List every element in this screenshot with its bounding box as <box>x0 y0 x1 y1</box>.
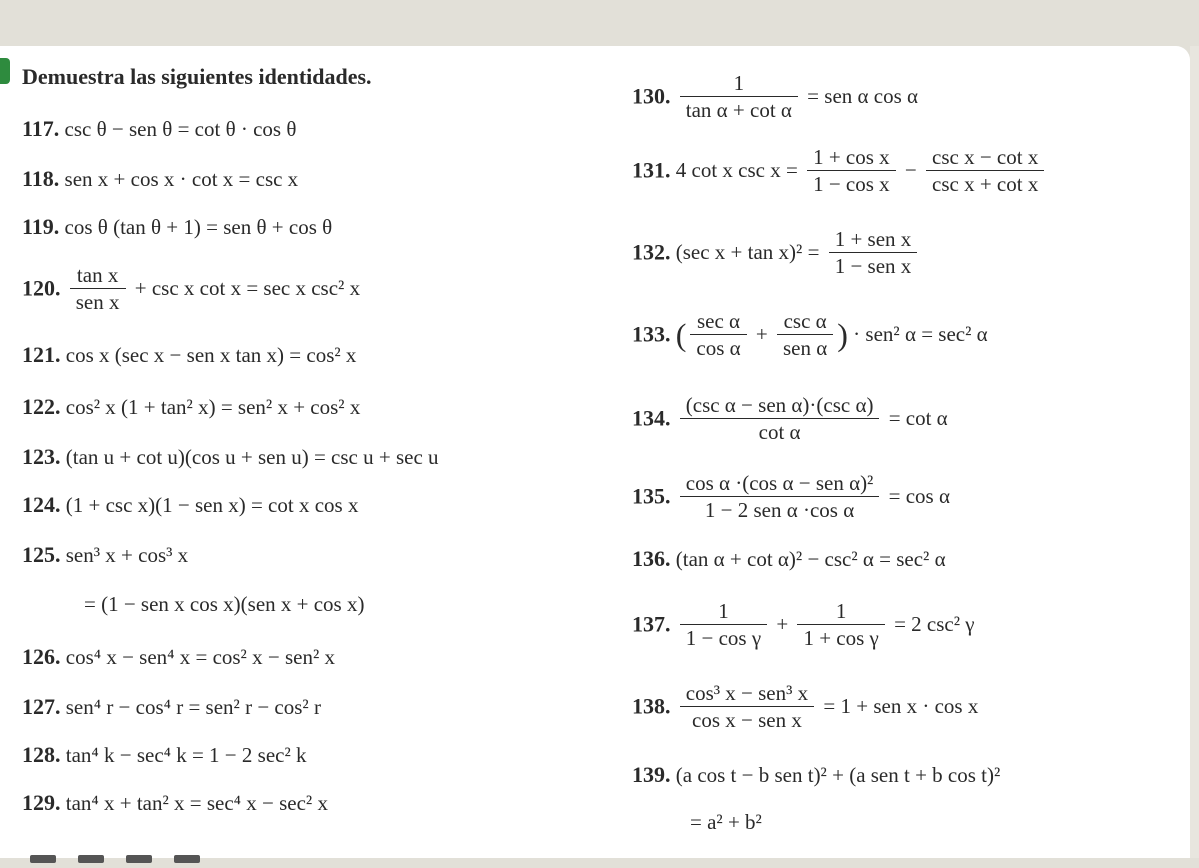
expression: sen x + cos x · cot x = csc x <box>64 167 299 191</box>
exercise-number: 126. <box>22 644 61 669</box>
fraction <box>777 308 833 361</box>
exercise-135 <box>632 470 950 523</box>
denominator: cos x − sen x <box>692 708 802 733</box>
exercise-125 <box>22 544 188 566</box>
expression: (a cos t − b sen t)² + (a sen t + b cos t)² <box>675 763 1001 787</box>
exercise-125-continued <box>84 594 364 615</box>
exercise-134 <box>632 392 948 445</box>
exercise-number: 129. <box>22 790 61 815</box>
exercise-number: 118. <box>22 166 60 191</box>
exercise-137 <box>632 598 975 651</box>
exercise-129 <box>22 792 328 814</box>
fraction <box>680 392 880 445</box>
exercise-number: 131. <box>632 157 671 183</box>
exercise-number: 123. <box>22 444 61 469</box>
numerator: 1 + cos x <box>807 144 896 171</box>
exercise-number: 125. <box>22 542 61 567</box>
expression: tan⁴ x + tan² x = sec⁴ x − sec² x <box>65 791 328 815</box>
exercise-number: 128. <box>22 742 61 767</box>
expression: = (1 − sen x cos x)(sen x + cos x) <box>84 592 365 616</box>
exercise-number: 117. <box>22 116 60 141</box>
numerator: sec α <box>690 308 746 335</box>
fraction <box>829 226 918 279</box>
expression: cos² x (1 + tan² x) = sen² x + cos² x <box>65 395 361 419</box>
denominator: sen x <box>75 290 120 315</box>
denominator: tan α + cot α <box>685 98 792 123</box>
exercise-136 <box>632 548 946 570</box>
expression: csc θ − sen θ = cot θ · cos θ <box>64 117 297 141</box>
exercise-138 <box>632 680 978 733</box>
numerator: csc x − cot x <box>926 144 1044 171</box>
numerator: tan x <box>70 262 126 289</box>
denominator: cot α <box>758 420 801 445</box>
right-paren: ) <box>837 316 848 353</box>
denominator: sen α <box>783 336 828 361</box>
expression: sen³ x + cos³ x <box>65 543 189 567</box>
exercise-number: 124. <box>22 492 61 517</box>
fraction <box>797 598 884 651</box>
numerator: (csc α − sen α)·(csc α) <box>680 392 880 419</box>
exercise-139 <box>632 764 1000 786</box>
expression: = a² + b² <box>690 810 762 834</box>
exercise-120 <box>22 262 360 315</box>
operator: + <box>755 322 768 347</box>
expression: + csc x cot x = sec x csc² x <box>134 276 361 301</box>
expression: cos x (sec x − sen x tan x) = cos² x <box>65 343 357 367</box>
expression: = 1 + sen x · cos x <box>823 694 979 719</box>
exercise-number: 130. <box>632 83 671 109</box>
exercise-139-continued <box>690 812 762 833</box>
bottom-cut-text <box>30 850 280 858</box>
exercise-132 <box>632 226 921 279</box>
fraction <box>680 70 798 123</box>
numerator: cos³ x − sen³ x <box>680 680 814 707</box>
exercise-number: 135. <box>632 483 671 509</box>
denominator: 1 − 2 sen α ·cos α <box>704 498 855 523</box>
exercise-number: 136. <box>632 546 671 571</box>
denominator: 1 + cos γ <box>803 626 879 651</box>
operator: + <box>776 612 789 637</box>
exercise-number: 138. <box>632 693 671 719</box>
exercise-number: 119. <box>22 214 60 239</box>
exercise-number: 122. <box>22 394 61 419</box>
exercise-123 <box>22 446 439 468</box>
fraction <box>926 144 1044 197</box>
fraction <box>807 144 896 197</box>
expression: cos⁴ x − sen⁴ x = cos² x − sen² x <box>65 645 335 669</box>
denominator: 1 − cos γ <box>685 626 762 651</box>
exercise-119 <box>22 216 332 238</box>
denominator: 1 − cos x <box>813 172 890 197</box>
expression: = sen α cos α <box>807 84 919 109</box>
expression: tan⁴ k − sec⁴ k = 1 − 2 sec² k <box>65 743 307 767</box>
exercise-number: 137. <box>632 611 671 637</box>
section-title: Demuestra las siguientes identidades. <box>22 64 372 89</box>
exercise-118 <box>22 168 298 190</box>
fraction <box>690 308 746 361</box>
numerator: csc α <box>777 308 833 335</box>
exercise-133 <box>632 308 988 361</box>
denominator: cos α <box>696 336 741 361</box>
fraction <box>70 262 126 315</box>
expression: 4 cot x csc x = <box>675 158 798 183</box>
fraction <box>680 680 814 733</box>
left-paren: ( <box>675 316 687 353</box>
fraction <box>680 470 880 523</box>
expression: (tan α + cot α)² − csc² α = sec² α <box>675 547 946 571</box>
exercise-number: 120. <box>22 275 61 301</box>
exercise-124 <box>22 494 358 516</box>
fraction <box>680 598 767 651</box>
exercise-number: 134. <box>632 405 671 431</box>
exercise-126 <box>22 646 335 668</box>
exercise-121 <box>22 344 356 366</box>
numerator: cos α ·(cos α − sen α)² <box>680 470 880 497</box>
page-edge <box>1190 46 1199 858</box>
numerator: 1 <box>797 598 884 625</box>
expression: · sen² α = sec² α <box>853 322 988 347</box>
exercise-127 <box>22 696 321 718</box>
exercise-number: 132. <box>632 239 671 265</box>
exercise-number: 121. <box>22 342 61 367</box>
expression: (sec x + tan x)² = <box>675 240 820 265</box>
operator: − <box>904 158 917 183</box>
exercise-131 <box>632 144 1048 197</box>
exercise-128 <box>22 744 307 766</box>
exercise-117 <box>22 118 296 140</box>
expression: (tan u + cot u)(cos u + sen u) = csc u + sec u <box>65 445 439 469</box>
expression: = cot α <box>888 406 948 431</box>
numerator: 1 <box>680 70 798 97</box>
denominator: csc x + cot x <box>932 172 1039 197</box>
numerator: 1 + sen x <box>829 226 918 253</box>
denominator: 1 − sen x <box>834 254 912 279</box>
expression: = 2 csc² γ <box>894 612 975 637</box>
expression: = cos α <box>888 484 950 509</box>
exercise-number: 139. <box>632 762 671 787</box>
expression: (1 + csc x)(1 − sen x) = cot x cos x <box>65 493 359 517</box>
expression: cos θ (tan θ + 1) = sen θ + cos θ <box>64 215 333 239</box>
exercise-number: 133. <box>632 321 671 347</box>
exercise-130 <box>632 70 918 123</box>
numerator: 1 <box>680 598 767 625</box>
exercise-number: 127. <box>22 694 61 719</box>
title-bullet <box>0 58 10 84</box>
expression: sen⁴ r − cos⁴ r = sen² r − cos² r <box>65 695 321 719</box>
exercise-122 <box>22 396 360 418</box>
